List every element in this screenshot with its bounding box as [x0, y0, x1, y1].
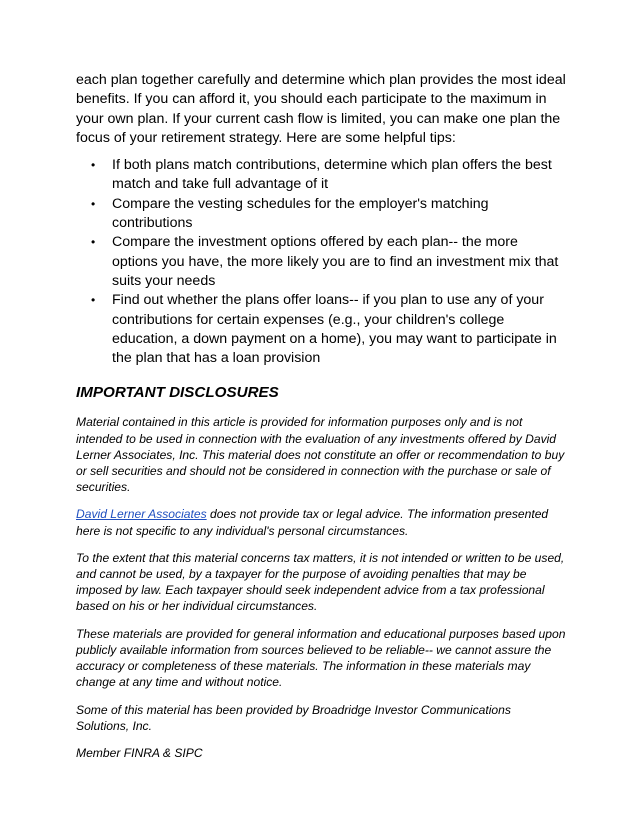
disclosure-paragraph-tax-legal-text: does not provide tax or legal advice. The information presented here is not specific to any individual's personal circumstances. [76, 507, 549, 538]
list-item [76, 291, 566, 368]
list-item [76, 195, 566, 234]
disclosure-paragraph-general-info: These materials are provided for general information and educational purposes based upon publicly available information from sources believed to be reliable-- we cannot assure the accuracy or completeness of these materials. The information in these materials may change at any time and without notice. [76, 626, 566, 690]
disclosures-heading: IMPORTANT DISCLOSURES [76, 384, 279, 402]
intro-paragraph: each plan together carefully and determine which plan provides the most ideal benefits. If you can afford it, you should each participate to the maximum in your own plan. If your current cash flow is limited, you can make one plan the focus of your retirement strategy. Here are some helpful tips: [76, 72, 566, 146]
list-item [76, 233, 566, 291]
bullet-icon: • [91, 235, 96, 250]
disclosure-paragraph-tax-legal [76, 506, 566, 538]
disclosure-paragraph-tax-matters: To the extent that this material concerns tax matters, it is not intended or written to be used, and cannot be used, by a taxpayer for the purpose of avoiding penalties that may be imposed by law. Each taxpayer should seek independent advice from a tax professional based on his or her individual circumstances. [76, 550, 565, 614]
bullet-icon: • [91, 293, 96, 308]
tip-text: If both plans match contributions, determine which plan offers the best match and take full advantage of it [112, 157, 552, 193]
disclosure-paragraph-broadridge: Some of this material has been provided by Broadridge Investor Communications Solutions, Inc. [76, 702, 511, 733]
tips-list [76, 156, 566, 368]
david-lerner-link[interactable]: David Lerner Associates [76, 507, 207, 522]
member-finra-sipc: Member FINRA & SIPC [76, 745, 203, 760]
disclosure-paragraph-purpose: Material contained in this article is provided for information purposes only and is not intended to be used in connection with the evaluation of any investments offered by David Lerner Associates, Inc. This material does not constitute an offer or recommendation to buy or sell securities and should not be considered in connection with the purchase or sale of securities. [76, 415, 565, 495]
bullet-icon: • [91, 196, 96, 211]
document-page [76, 71, 566, 772]
list-item [76, 156, 566, 195]
bullet-icon: • [91, 158, 96, 173]
tip-text: Compare the investment options offered by each plan-- the more options you have, the more likely you are to find an investment mix that suits your needs [112, 234, 559, 289]
tip-text: Find out whether the plans offer loans-- if you plan to use any of your contributions for certain expenses (e.g., your children's college education, a down payment on a home), you may want to participate in the plan that has a loan provision [112, 292, 557, 367]
tip-text: Compare the vesting schedules for the employer's matching contributions [112, 195, 489, 232]
